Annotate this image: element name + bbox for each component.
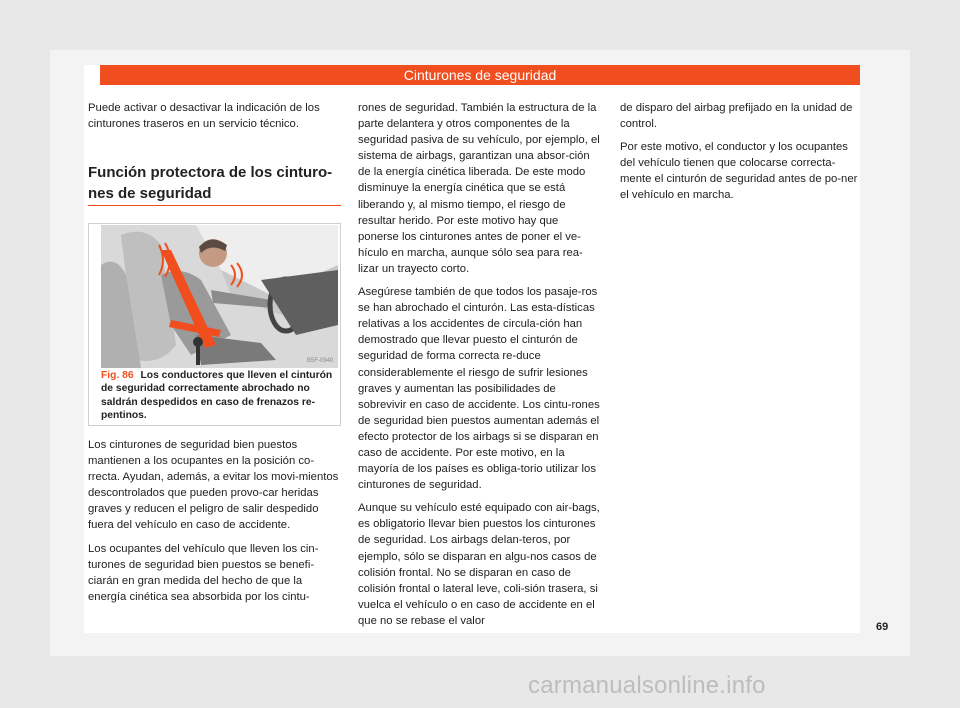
- paragraph: Asegúrese también de que todos los pasaje-ros se han abrochado el cinturón. Las esta-dísticas relativas a los accidentes de circula-ción han demostrado que llevar puesto el cinturón de seguridad de forma correcta re-duce considerablemente el riesgo de sufrir lesiones graves y aumentan las posibilidades de sobrevivir en caso de accidente. Los cintu-rones de seguridad bien puestos aumentan además el efecto protector de los airbags si se disparan en caso de accidente. Por este motivo, en la mayoría de los países es obliga-torio utilizar los cinturones de seguridad.: [358, 286, 600, 492]
- section-title: Función protectora de los cinturo-nes de seguridad: [88, 164, 333, 202]
- figure-number: Fig. 86: [101, 370, 134, 381]
- paragraph: Aunque su vehículo esté equipado con air-bags, es obligatorio llevar bien puestos los cinturones de seguridad. Los airbags delan-teros, por ejemplo, sólo se disparan en algu-nos casos de colisión frontal. No se disparan en caso de colisión frontal o lateral leve, coli-sión trasera, si vuelca el vehículo o en caso de accidente en el que no se rebase el valor: [358, 502, 600, 627]
- section-title-rule: [88, 205, 341, 206]
- figure-caption: [101, 369, 337, 423]
- watermark: carmanualsonline.info: [528, 672, 766, 699]
- intro-paragraph: Puede activar o desactivar la indicación de los cinturones traseros en un servicio técnico.: [88, 102, 320, 131]
- paragraph: de disparo del airbag prefijado en la unidad de control.: [620, 102, 853, 131]
- driver-seatbelt-illustration-icon: [101, 225, 338, 368]
- paragraph: Por este motivo, el conductor y los ocupantes del vehículo tienen que colocarse correcta-mente el cinturón de seguridad antes de po-ner el vehículo en marcha.: [620, 141, 858, 202]
- column-3: [620, 100, 860, 211]
- figure-code: B5F-0940: [307, 358, 334, 364]
- paragraph: rones de seguridad. También la estructura de la parte delantera y otros componentes de la seguridad pasiva de su vehículo, por ejemplo, el sistema de airbags, garantizan una absor-ción de la energía cinética liberada. De este modo disminuye la energía cinética que se está liberando y, al mismo tiempo, el riesgo de resultar herido. Por este motivo hay que ponerse los cinturones antes de poner el ve-hículo en marcha, aunque sólo sea para rea-lizar un trayecto corto.: [358, 102, 600, 275]
- column-1-intro: [88, 100, 328, 139]
- column-1-body: [88, 437, 341, 612]
- figure-caption-text: Los conductores que lleven el cinturón de seguridad correctamente abrochado no saldrán despedidos en caso de frenazos re-pentinos.: [101, 370, 333, 422]
- paragraph: Los ocupantes del vehículo que lleven los cin-turones de seguridad bien puestos se benefi-ciarán en gran medida del hecho de que la energía cinética sea absorbida por los cintu-: [88, 542, 319, 603]
- page-number: 69: [876, 621, 889, 633]
- paragraph: Los cinturones de seguridad bien puestos mantienen a los ocupantes en la posición co-rrecta. Ayudan, además, a evitar los movi-mientos descontrolados que pueden provo-car heridas graves y reducen el peligro de salir despedido fuera del vehículo en caso de accidente.: [88, 439, 339, 532]
- chapter-header: Cinturones de seguridad: [100, 65, 860, 85]
- column-2: [358, 100, 600, 636]
